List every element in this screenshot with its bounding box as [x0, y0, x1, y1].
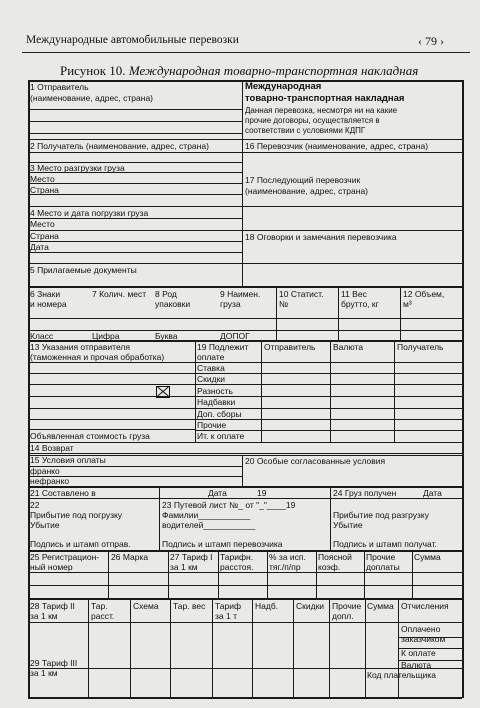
form-rule — [28, 252, 242, 253]
field-22-label: 22 — [30, 500, 40, 510]
tariff-2-col-label: расст. — [91, 611, 115, 621]
field-9-goods-hint: груза — [220, 299, 241, 309]
form-rule — [170, 598, 171, 697]
field-10-stat-number-label: 10 Статист. — [279, 289, 324, 299]
form-rule — [28, 598, 462, 600]
form-rule — [88, 598, 89, 697]
form-rule — [28, 241, 242, 242]
field-13-instructions-label: 13 Указания отправителя — [30, 342, 130, 352]
field-1-sender-label: 1 Отправитель — [30, 82, 89, 92]
field-13-instructions-hint: (таможенная и прочая обработка) — [30, 352, 165, 362]
pay-row-label: Скидки — [197, 374, 226, 384]
tariff-2-col-label: Сумма — [367, 601, 394, 611]
form-rule — [394, 340, 395, 442]
form-rule — [218, 550, 219, 598]
form-rule — [293, 598, 294, 697]
tariff-1-col-label: Прочие — [366, 552, 396, 562]
form-rule — [195, 384, 462, 385]
form-rule — [28, 408, 195, 409]
form-rule — [159, 486, 160, 550]
form-rule — [28, 230, 242, 231]
field-9-goods-label: 9 Наимен. — [220, 289, 261, 299]
franco-label: франко — [30, 466, 60, 476]
field-5-documents-label: 5 Прилагаемые документы — [30, 265, 137, 275]
tariff-2-col-label: Скидки — [296, 601, 325, 611]
tariff-2-col-label: допл. — [332, 611, 354, 621]
form-rule — [195, 373, 462, 374]
field-10-stat-number-hint: № — [279, 299, 289, 309]
field-28-tariff-2-hint: за 1 км — [30, 611, 58, 621]
tariff-2-col-label: Тариф — [215, 601, 242, 611]
form-rule — [28, 139, 462, 140]
field-17-next-carrier-hint: (наименование, адрес, страна) — [245, 186, 368, 196]
field-8-packing-label: 8 Род — [155, 289, 177, 299]
form-rule — [195, 362, 462, 363]
tariff-1-col-label: расстоя. — [220, 562, 254, 572]
tariff-1-col-label: тяг./п/пр — [269, 562, 301, 572]
form-rule — [252, 598, 253, 697]
form-rule — [28, 453, 462, 454]
form-rule — [242, 80, 243, 286]
form-rule — [28, 121, 242, 122]
field-12-volume-label: 12 Объем, — [403, 289, 445, 299]
document-title-line-1: Международная — [245, 81, 322, 92]
field-21-year-label: 19 — [257, 488, 267, 498]
field-18-carrier-remarks-label: 18 Оговорки и замечания перевозчика — [245, 232, 397, 242]
field-11-gross-weight-hint: брутто, кг — [341, 299, 379, 309]
form-rule — [242, 230, 462, 231]
driver-surnames-label: Фамилии___________ — [162, 510, 251, 520]
form-rule — [28, 263, 462, 264]
figure-title: Международная товарно-транспортная накладная — [128, 63, 419, 78]
declared-value-label: Объявленная стоимость груза — [30, 431, 150, 441]
form-rule — [28, 152, 242, 153]
field-28-tariff-2-label: 28 Тариф II — [30, 601, 75, 611]
form-rule — [28, 183, 242, 184]
field-2-consignee-label: 2 Получатель (наименование, адрес, страна) — [30, 141, 209, 151]
field-8-packing-hint: упаковки — [155, 299, 191, 309]
pay-col-currency: Валюта — [333, 342, 364, 352]
form-rule — [28, 286, 462, 288]
to-pay-label: К оплате — [401, 648, 436, 658]
form-rule — [168, 550, 169, 598]
field-24-date-label: Дата — [423, 488, 442, 498]
pay-row-label: Разность — [197, 386, 233, 396]
field-25-reg-number-label: 25 Регистрацион- — [30, 552, 100, 562]
form-rule — [267, 550, 268, 598]
adr-class-label: Класс — [30, 331, 54, 341]
field-7-packages-label: 7 Колич. мест — [92, 289, 147, 299]
form-rule — [316, 550, 317, 598]
pay-col-consignee: Получатель — [397, 342, 444, 352]
pay-row-label: Ит. к оплате — [197, 431, 245, 441]
figure-label: Рисунок 10. — [60, 63, 126, 78]
currency-label: Валюта — [401, 660, 432, 670]
form-rule — [195, 340, 196, 442]
loading-place-label: Место — [30, 219, 55, 229]
pay-col-sender: Отправитель — [264, 342, 316, 352]
form-rule — [276, 286, 277, 340]
form-rule — [400, 286, 401, 340]
deductions-label: Отчисления — [401, 601, 449, 611]
form-rule — [365, 598, 366, 697]
form-rule — [261, 340, 262, 442]
tariff-2-col-label: за 1 т — [215, 611, 237, 621]
unloading-country-label: Страна — [30, 185, 59, 195]
form-rule — [28, 442, 462, 443]
field-29-tariff-3-hint: за 1 км — [30, 668, 58, 678]
field-23-waybill-label: 23 Путевой лист №_ от "_"____19 — [162, 500, 296, 510]
unloading-place-label: Место — [30, 174, 55, 184]
field-15-payment-terms-label: 15 Условия оплаты — [30, 455, 106, 465]
form-rule — [462, 80, 464, 698]
cmr-note-line-3: соответствии с условиями КДПГ — [245, 126, 366, 135]
field-1-sender-hint: (наименование, адрес, страна) — [30, 93, 153, 103]
field-24-goods-received-label: 24 Груз получен — [333, 488, 397, 498]
field-20-special-conditions-label: 20 Особые согласованные условия — [245, 456, 386, 466]
field-11-gross-weight-label: 11 Вес — [341, 289, 367, 299]
paid-by-customer-hint: заказчиком — [401, 634, 446, 644]
loading-arrival-label: Прибытие под погрузку — [30, 510, 123, 520]
form-rule — [28, 194, 242, 195]
tariff-1-col-label: Поясной — [318, 552, 352, 562]
tariff-1-col-label: коэф. — [318, 562, 341, 572]
field-17-next-carrier-label: 17 Последующий перевозчик — [245, 175, 361, 185]
document-title-line-2: товарно-транспортная накладная — [245, 93, 405, 104]
form-rule — [329, 598, 330, 697]
form-rule — [338, 286, 339, 340]
form-rule — [330, 486, 331, 550]
form-rule — [28, 585, 462, 586]
tariff-2-col-label: Тар. — [91, 601, 108, 611]
consignee-signature-label: Подпись и штамп получат. — [333, 539, 437, 549]
paid-by-customer-label: Оплачено — [401, 624, 441, 634]
tariff-2-col-label: Схема — [133, 601, 159, 611]
tariff-2-col-label: Прочие — [332, 601, 362, 611]
tariff-1-col-label: % за исп. — [269, 552, 306, 562]
field-19-payable-hint: оплате — [197, 352, 225, 362]
field-14-return-label: 14 Возврат — [30, 443, 74, 453]
pay-row-label: Надбавки — [197, 397, 236, 407]
form-rule — [364, 550, 365, 598]
page-number: ‹ 79 › — [418, 34, 444, 48]
field-27-tariff-1-hint: за 1 км — [170, 562, 198, 572]
drivers-label: водителей___________ — [162, 520, 256, 530]
form-rule — [28, 109, 242, 110]
loading-date-label: Дата — [30, 242, 49, 252]
form-rule — [130, 598, 131, 697]
tariff-1-col-label: Сумма — [414, 552, 441, 562]
running-title: Международные автомобильные перевозки — [26, 34, 239, 46]
form-rule — [28, 206, 242, 207]
page-number-value: 79 — [425, 34, 437, 48]
cmr-note-line-1: Данная перевозка, несмотря ни на какие — [245, 106, 398, 115]
form-rule — [28, 373, 195, 374]
field-29-tariff-3-label: 29 Тариф III — [30, 658, 78, 668]
form-rule — [28, 419, 195, 420]
field-12-volume-hint: м³ — [403, 299, 412, 309]
field-6-marks-hint: и номера — [30, 299, 67, 309]
loading-departure-label: Убытие — [30, 520, 60, 530]
form-rule — [212, 598, 213, 697]
adr-letter-label: Буква — [155, 331, 178, 341]
pay-row-label: Прочие — [197, 420, 227, 430]
unloading-arrival-label: Прибытие под разгрузку — [333, 510, 429, 520]
field-4-loading-label: 4 Место и дата погрузки груза — [30, 208, 149, 218]
form-rule — [28, 697, 462, 699]
sender-signature-label: Подпись и штамп отправ. — [30, 539, 131, 549]
payer-code-label: Код плательщика — [367, 670, 436, 680]
nonfranco-label: нефранко — [30, 476, 70, 486]
form-rule — [108, 550, 109, 598]
unloading-departure-label: Убытие — [333, 520, 363, 530]
form-rule — [28, 622, 462, 623]
field-16-carrier-label: 16 Перевозчик (наименование, адрес, страна) — [245, 141, 429, 151]
form-rule — [28, 384, 195, 385]
tariff-1-col-label: доплаты — [366, 562, 400, 572]
form-rule — [330, 340, 331, 442]
field-21-date-label: Дата — [208, 488, 227, 498]
form-rule — [242, 152, 462, 153]
form-rule — [28, 318, 462, 319]
loading-country-label: Страна — [30, 231, 59, 241]
adr-digit-label: Цифра — [92, 331, 120, 341]
field-26-make-label: 26 Марка — [111, 552, 149, 562]
form-rule — [28, 429, 195, 430]
form-rule — [28, 133, 242, 134]
crossed-box-icon — [156, 386, 170, 398]
field-27-tariff-1-label: 27 Тариф I — [170, 552, 213, 562]
form-rule — [242, 455, 243, 486]
form-rule — [412, 550, 413, 598]
tariff-1-col-label: Тарифн. — [220, 552, 254, 562]
field-3-unloading-place-label: 3 Место разгрузки груза — [30, 163, 125, 173]
pay-row-label: Доп. сборы — [197, 409, 242, 419]
field-25-reg-number-hint: ный номер — [30, 562, 73, 572]
field-19-payable-label: 19 Подлежит — [197, 342, 249, 352]
cmr-note-line-2: прочие договоры, осуществляется в — [245, 116, 380, 125]
tariff-2-col-label: Тар. вес — [173, 601, 206, 611]
adr-dopog-label: ДОПОГ — [220, 331, 250, 341]
carrier-signature-label: Подпись и штамп перевозчика — [162, 539, 283, 549]
tariff-2-col-label: Надб. — [255, 601, 279, 611]
field-21-drawn-up-label: 21 Составлено в — [30, 488, 96, 498]
field-6-marks-label: 6 Знаки — [30, 289, 61, 299]
form-rule — [28, 668, 398, 669]
form-rule — [28, 466, 242, 467]
pay-row-label: Ставка — [197, 363, 225, 373]
